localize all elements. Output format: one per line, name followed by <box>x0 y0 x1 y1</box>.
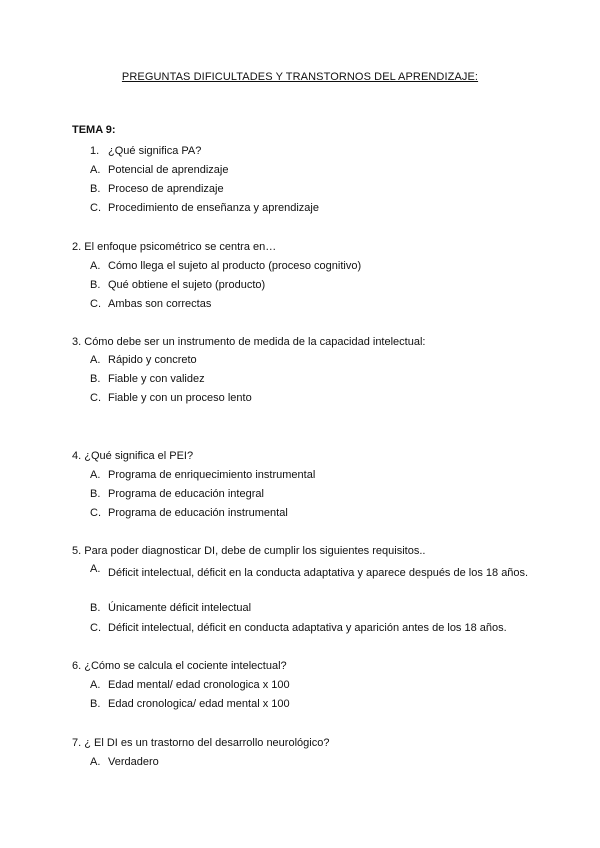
question-6 <box>72 660 287 672</box>
option-label: A. <box>90 164 101 176</box>
option-4a <box>90 469 315 481</box>
option-text: Qué obtiene el sujeto (producto) <box>108 279 266 291</box>
question-text: Cómo debe ser un instrumento de medida de la capacidad intelectual: <box>84 336 426 348</box>
option-label: A. <box>90 563 101 575</box>
option-6a <box>90 679 290 691</box>
option-text: Programa de educación integral <box>108 488 264 500</box>
question-4 <box>72 450 193 462</box>
document-title: PREGUNTAS DIFICULTADES Y TRANSTORNOS DEL APRENDIZAJE: <box>121 71 479 83</box>
option-3c <box>90 392 252 404</box>
option-text: Programa de educación instrumental <box>108 507 288 519</box>
question-number: 5. <box>72 545 82 557</box>
question-number: 3. <box>72 336 82 348</box>
option-text: Edad mental/ edad cronologica x 100 <box>108 679 290 691</box>
option-1c <box>90 202 319 214</box>
question-3 <box>72 336 425 348</box>
question-text: ¿Qué significa el PEI? <box>84 450 194 462</box>
option-text: Potencial de aprendizaje <box>108 164 229 176</box>
option-1a <box>90 164 228 176</box>
question-text: ¿Cómo se calcula el cociente intelectual? <box>84 660 287 672</box>
question-number: 2. <box>72 241 82 253</box>
option-7a <box>90 756 159 768</box>
option-label: A. <box>90 679 101 691</box>
option-label: C. <box>90 298 101 310</box>
option-label: B. <box>90 373 101 385</box>
question-text: ¿Qué significa PA? <box>108 145 202 157</box>
option-label: B. <box>90 183 101 195</box>
option-label: B. <box>90 602 101 614</box>
option-3a <box>90 354 197 366</box>
question-7 <box>72 737 329 749</box>
option-text: Rápido y concreto <box>108 354 197 366</box>
option-1b <box>90 183 224 195</box>
question-1 <box>90 145 201 157</box>
option-text: Únicamente déficit intelectual <box>108 602 252 614</box>
option-5b <box>90 602 251 614</box>
option-text: Déficit intelectual, déficit en la conducta adaptativa y aparece después de los 18 años. <box>108 567 529 579</box>
option-label: A. <box>90 756 101 768</box>
question-text: Para poder diagnosticar DI, debe de cumplir los siguientes requisitos.. <box>84 545 426 557</box>
option-text: Ambas son correctas <box>108 298 212 310</box>
option-4b <box>90 488 264 500</box>
option-text: Fiable y con validez <box>108 373 205 385</box>
option-2b <box>90 279 265 291</box>
option-label: B. <box>90 279 101 291</box>
option-label: A. <box>90 354 101 366</box>
question-2 <box>72 241 276 253</box>
option-6b <box>90 698 290 710</box>
option-label: A. <box>90 260 101 272</box>
option-3b <box>90 373 205 385</box>
option-text: Programa de enriquecimiento instrumental <box>108 469 316 481</box>
option-text: Fiable y con un proceso lento <box>108 392 252 404</box>
option-label: B. <box>90 698 101 710</box>
option-2a <box>90 260 361 272</box>
option-5a <box>90 563 530 583</box>
option-text: Cómo llega el sujeto al producto (proceso cognitivo) <box>108 260 362 272</box>
option-label: C. <box>90 202 101 214</box>
option-5c <box>90 622 507 634</box>
option-text: Déficit intelectual, déficit en conducta adaptativa y aparición antes de los 18 años. <box>108 622 507 634</box>
option-4c <box>90 507 288 519</box>
question-text: El enfoque psicométrico se centra en… <box>84 241 277 253</box>
question-number: 7. <box>72 737 82 749</box>
option-label: C. <box>90 507 101 519</box>
option-label: C. <box>90 392 101 404</box>
question-number: 4. <box>72 450 82 462</box>
question-number: 6. <box>72 660 82 672</box>
option-label: C. <box>90 622 101 634</box>
option-text: Procedimiento de enseñanza y aprendizaje <box>108 202 319 214</box>
option-label: B. <box>90 488 101 500</box>
option-2c <box>90 298 211 310</box>
option-text: Proceso de aprendizaje <box>108 183 224 195</box>
question-number: 1. <box>90 145 100 157</box>
question-text: ¿ El DI es un trastorno del desarrollo neurológico? <box>84 737 330 749</box>
option-text: Edad cronologica/ edad mental x 100 <box>108 698 290 710</box>
option-label: A. <box>90 469 101 481</box>
question-5 <box>72 545 425 557</box>
section-heading: TEMA 9: <box>72 124 116 136</box>
option-text: Verdadero <box>108 756 159 768</box>
